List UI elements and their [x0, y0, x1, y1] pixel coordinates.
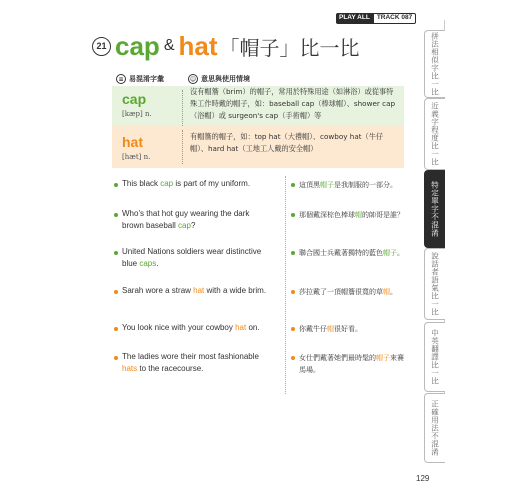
bullet-green	[291, 251, 295, 255]
header-confusing-words: ≡ 易混淆字彙	[116, 74, 164, 84]
title-ampersand: &	[163, 37, 175, 54]
bullet-orange	[291, 356, 295, 360]
tab-tone[interactable]: 說話者語氣比一比	[424, 248, 445, 320]
definition-ipa: [kæp] n.	[122, 110, 152, 118]
english-sentence: United Nations soldiers wear distinctive blue caps.	[122, 247, 262, 268]
tab-specific-words[interactable]: 特定單字不混淆	[424, 170, 445, 248]
bullet-green	[114, 251, 118, 255]
english-sentence: Sarah wore a straw hat with a wide brim.	[122, 286, 267, 295]
english-sentence: This black cap is part of my uniform.	[122, 179, 251, 188]
bullet-orange	[114, 356, 118, 360]
page-title	[92, 30, 359, 62]
english-sentence: Who's that hot guy wearing the dark brown baseball cap?	[122, 209, 250, 230]
bullet-orange	[291, 327, 295, 331]
bullet-orange	[114, 327, 118, 331]
title-word-hat: hat	[178, 30, 218, 61]
tab-usage[interactable]: 正確用法不混淆	[424, 393, 445, 463]
chinese-sentence: 這頂黑帽子是我制服的一部分。	[299, 181, 397, 189]
bullet-orange	[291, 290, 295, 294]
bullet-green	[291, 183, 295, 187]
bullet-green	[114, 183, 118, 187]
divider	[182, 90, 183, 128]
book-icon: ≡	[116, 74, 126, 84]
smile-icon: ☺	[189, 75, 197, 83]
chinese-sentence: 莎拉戴了一頂帽簷很寬的草帽。	[299, 288, 397, 296]
track-number: TRACK 087	[373, 13, 416, 24]
bullet-orange	[114, 290, 118, 294]
definition-ipa: [hæt] n.	[122, 153, 151, 161]
section-number: 21	[92, 37, 111, 56]
divider	[182, 130, 183, 164]
chinese-sentence: 那個戴深棕色棒球帽的帥哥是誰？	[299, 211, 404, 219]
tab-spelling[interactable]: 拼法相似字比一比	[424, 30, 445, 98]
definition-text: 沒有帽簷（brim）的帽子，常用於特殊用途（如淋浴）或從事特殊工作時戴的帽子，如：baseball cap（棒球帽）、shower cap（浴帽）或 surgeon's cap（手術帽）等	[190, 87, 396, 120]
tab-synonyms[interactable]: 近義字程度比一比	[424, 98, 445, 170]
english-sentence: You look nice with your cowboy hat on.	[122, 323, 260, 332]
column-divider	[285, 176, 286, 394]
page-number: 129	[416, 474, 430, 483]
definition-word: hat	[122, 134, 143, 150]
bullet-green	[291, 213, 295, 217]
english-sentence: The ladies wore their most fashionable hats to the racecourse.	[122, 352, 259, 373]
chinese-sentence: 聯合國士兵戴著獨特的藍色帽子。	[299, 249, 404, 257]
tab-translation[interactable]: 中英翻譯比一比	[424, 322, 445, 392]
track-badge[interactable]	[336, 13, 416, 24]
definition-hat	[112, 126, 404, 168]
chinese-sentence: 女仕們戴著她們最時髦的帽子來賽馬場。	[299, 354, 404, 374]
bullet-green	[114, 213, 118, 217]
chinese-sentence: 你戴牛仔帽很好看。	[299, 325, 362, 333]
play-all-label: PLAY ALL	[336, 13, 373, 24]
definition-text: 有帽簷的帽子，如：top hat（大禮帽）、cowboy hat（牛仔帽）、hard hat（工地工人戴的安全帽）	[190, 132, 384, 153]
header-meaning: ☺ 意思與使用情境	[189, 75, 250, 83]
title-chinese: 「帽子」比一比	[219, 35, 360, 60]
title-word-cap: cap	[115, 30, 160, 61]
definition-word: cap	[122, 91, 147, 107]
